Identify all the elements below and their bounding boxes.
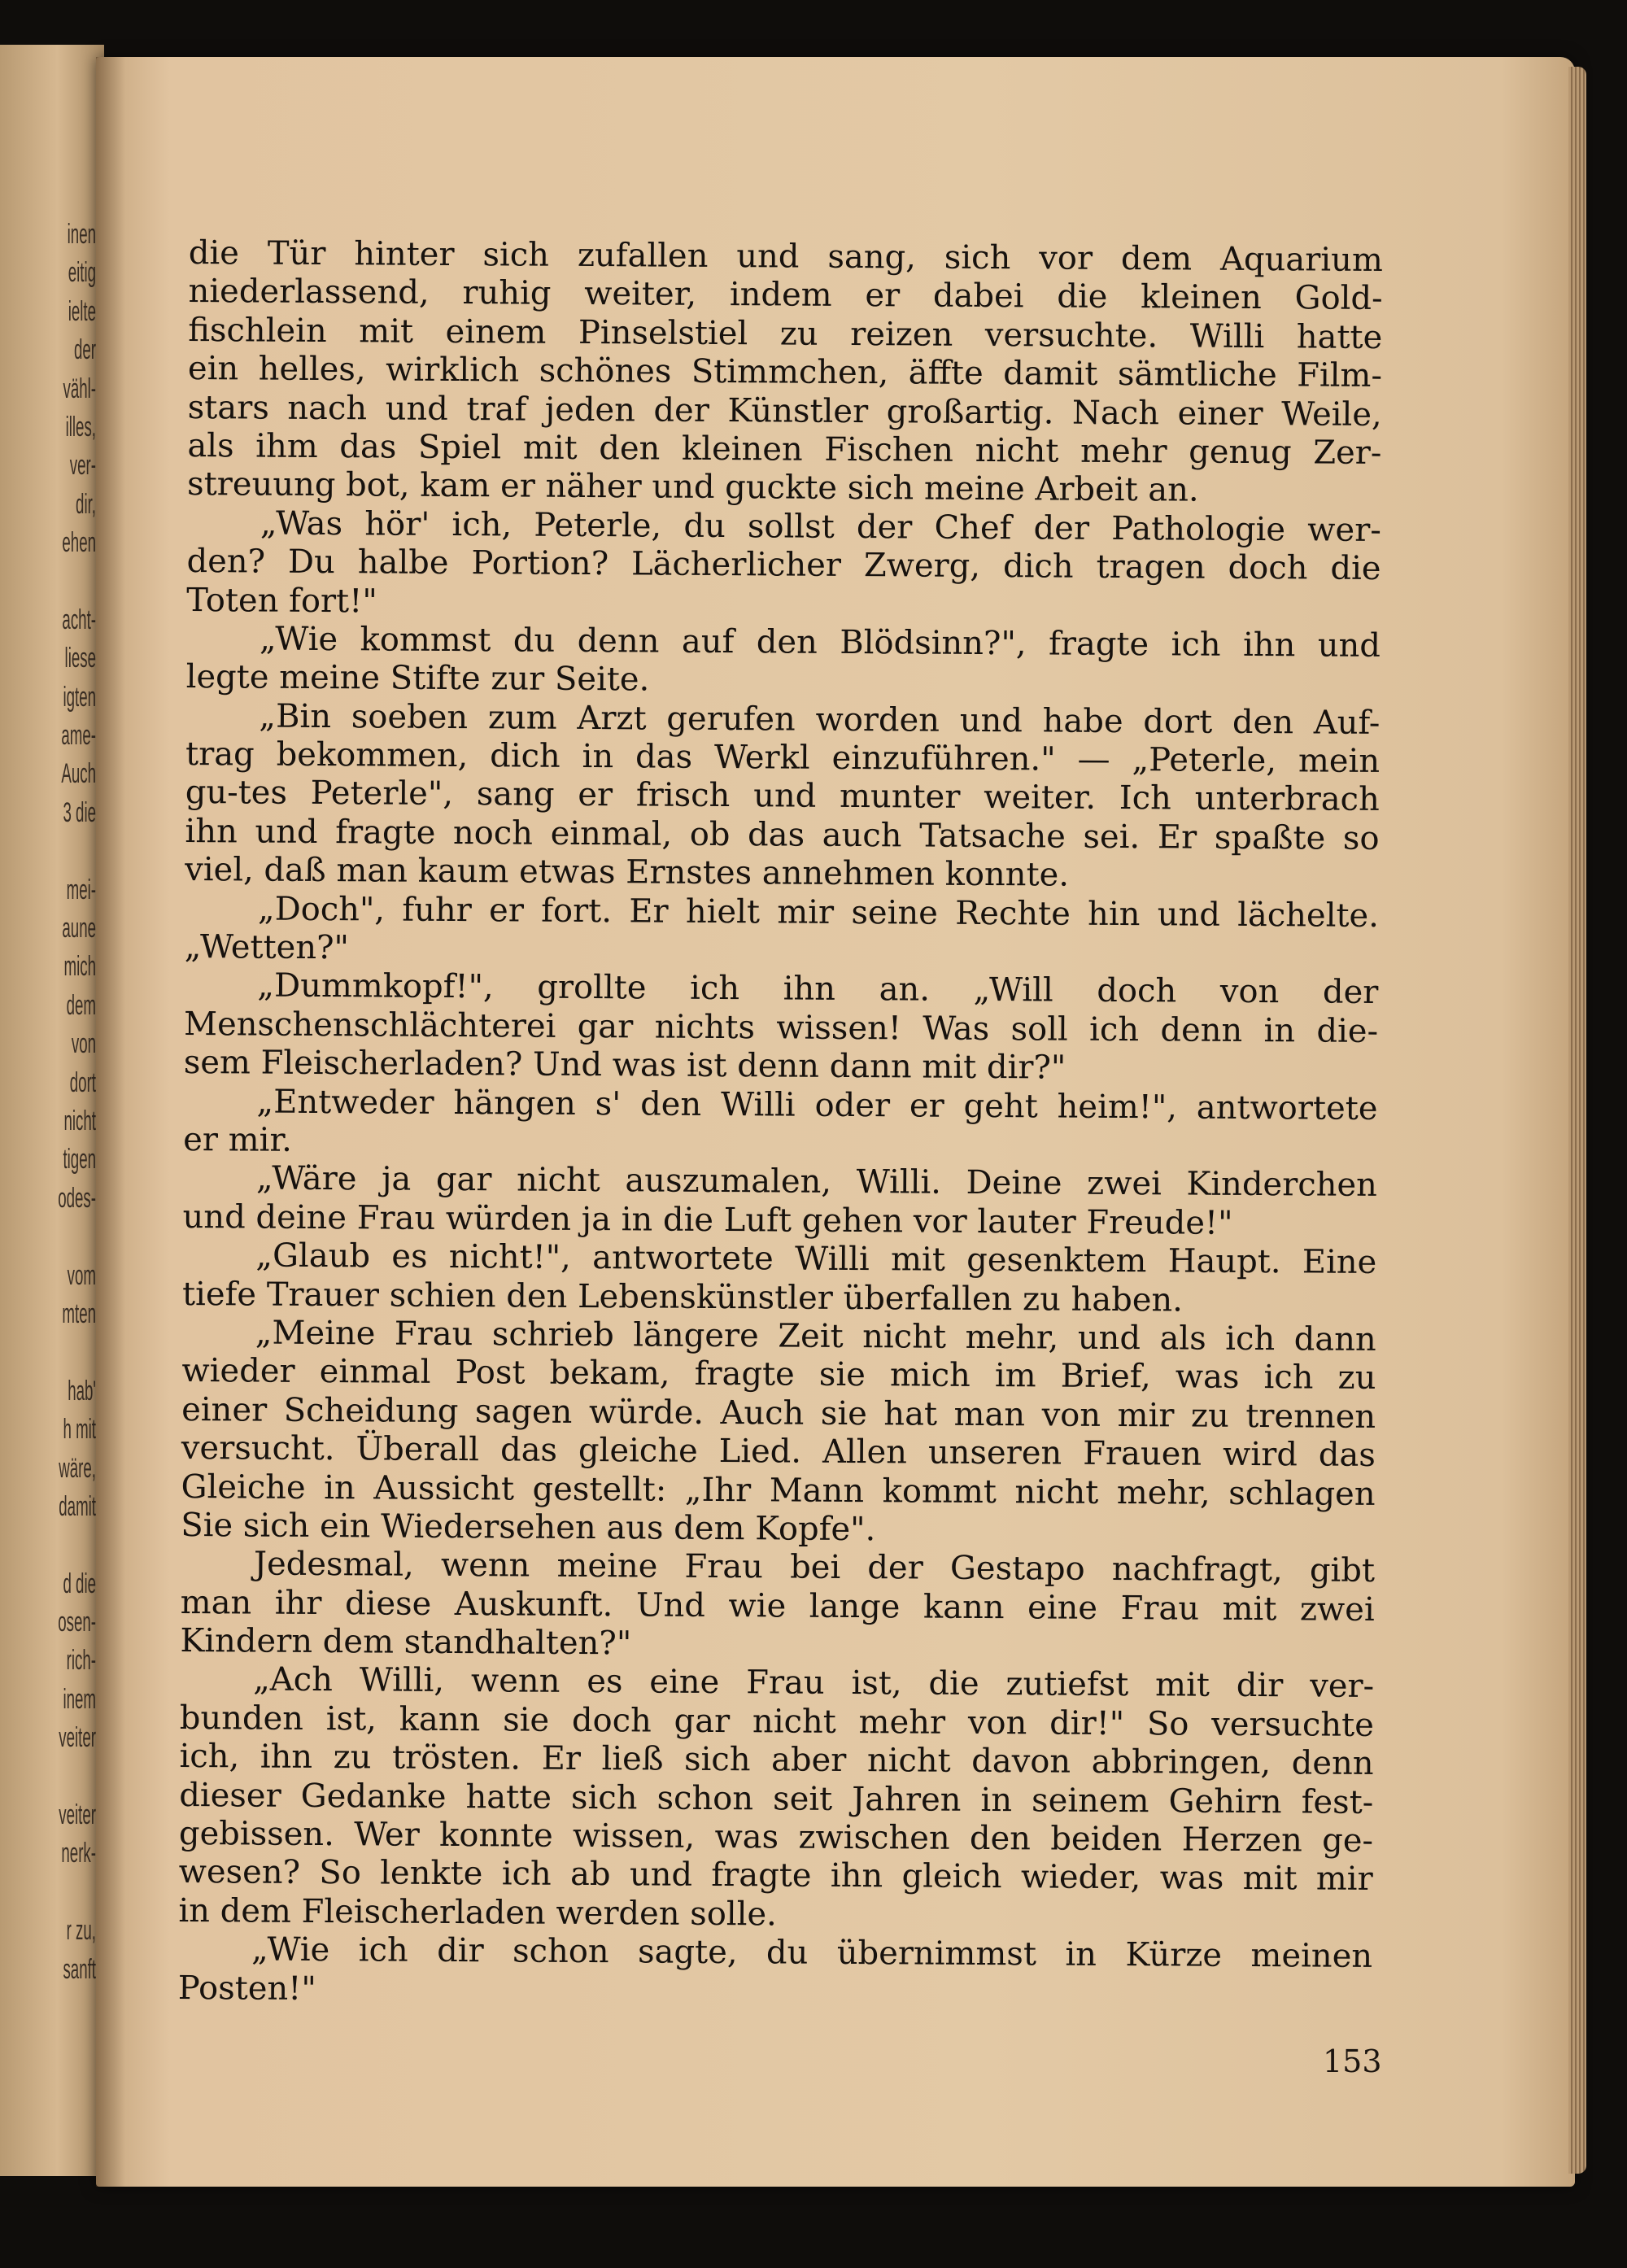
left-page-fragment: r zu, bbox=[66, 1915, 96, 1947]
text-line: gu-tes Peterle", sang er frisch und munter weiter. Ich unterbrach bbox=[185, 774, 1380, 819]
left-page-fragment: dir, bbox=[76, 488, 96, 520]
text-line: „Wäre ja gar nicht auszumalen, Willi. Deine zwei Kinderchen bbox=[255, 1159, 1378, 1205]
text-line: „Entweder hängen s' den Willi oder er geht heim!", antwortete bbox=[256, 1083, 1378, 1127]
text-line: er mir. bbox=[183, 1120, 293, 1159]
left-page-fragment bbox=[43, 1758, 96, 1796]
left-page-fragment: liese bbox=[64, 643, 96, 674]
left-page-fragment: ame- bbox=[61, 720, 96, 752]
left-page-fragment: h mit bbox=[63, 1414, 96, 1446]
text-line: einer Scheidung sagen würde. Auch sie hat man von mir zu trennen bbox=[181, 1390, 1376, 1436]
text-line: in dem Fleischerladen werden solle. bbox=[178, 1891, 777, 1934]
text-line: Sie sich ein Wiedersehen aus dem Kopfe". bbox=[181, 1506, 876, 1549]
left-page-fragment: aune bbox=[62, 913, 96, 944]
text-line: und deine Frau würden ja in die Luft gehen vor lauter Freude!" bbox=[182, 1197, 1233, 1242]
text-line: niederlassend, ruhig weiter, indem er dabei die kleinen Gold- bbox=[188, 273, 1383, 318]
left-page-fragment: nerk- bbox=[61, 1838, 96, 1869]
left-page-fragment: ehen bbox=[62, 527, 96, 559]
left-page-fragment: damit bbox=[59, 1490, 96, 1522]
text-line: ihn und fragte noch einmal, ob das auch Tatsache sei. Er spaßte so bbox=[185, 812, 1380, 857]
text-line: wesen? So lenkte ich ab und fragte ihn gleich wieder, was mit mir bbox=[178, 1853, 1373, 1899]
text-line: „Was hör' ich, Peterle, du sollst der Chef der Pathologie wer- bbox=[260, 504, 1381, 549]
left-page-fragment: der bbox=[73, 334, 96, 366]
text-line: „Bin soeben zum Arzt gerufen worden und habe dort den Auf- bbox=[259, 697, 1381, 742]
left-page-fragment bbox=[43, 563, 96, 601]
left-page-fragment: wäre, bbox=[59, 1452, 96, 1484]
left-page-fragment: odes- bbox=[58, 1182, 96, 1214]
text-line: „Doch", fuhr er fort. Er hielt mir seine Rechte hin und lächelte. bbox=[257, 890, 1380, 935]
gutter-shadow bbox=[96, 57, 125, 2187]
left-page-fragment: vähl- bbox=[63, 373, 96, 404]
left-page-fragment: mten bbox=[62, 1298, 96, 1329]
left-page-fragment: dort bbox=[69, 1066, 96, 1098]
left-page-fragment: veiter bbox=[59, 1722, 96, 1754]
body-text bbox=[178, 234, 1383, 2015]
left-page-fragment bbox=[43, 1873, 96, 1912]
text-line: „Ach Willi, wenn es eine Frau ist, die zutiefst mit dir ver- bbox=[253, 1660, 1375, 1706]
left-page-fragment: inem bbox=[63, 1683, 96, 1715]
text-line: ich, ihn zu trösten. Er ließ sich aber nicht davon abbringen, denn bbox=[179, 1738, 1374, 1783]
left-page-fragment: inen bbox=[67, 219, 96, 250]
left-page-fragment: acht- bbox=[62, 604, 96, 635]
text-line: gebissen. Wer konnte wissen, was zwischen den beiden Herzen ge- bbox=[178, 1814, 1374, 1860]
text-line: „Glaub es nicht!", antwortete Willi mit gesenktem Haupt. Eine bbox=[255, 1236, 1377, 1282]
text-line: fischlein mit einem Pinselstiel zu reizen versuchte. Willi hatte bbox=[188, 311, 1383, 356]
left-page-fragment: mei- bbox=[66, 874, 96, 905]
left-page-fragment bbox=[43, 1333, 96, 1372]
left-page-fragment: d die bbox=[63, 1568, 96, 1599]
text-line: trag bekommen, dich in das Werkl einzuführen." — „Peterle, mein bbox=[185, 735, 1381, 781]
text-line: Gleiche in Aussicht gestellt: „Ihr Mann kommt nicht mehr, schlagen bbox=[181, 1468, 1376, 1513]
left-page-fragment: dem bbox=[66, 989, 96, 1021]
text-line: streuung bot, kam er näher und guckte sich meine Arbeit an. bbox=[186, 465, 1199, 509]
left-page-fragment: tigen bbox=[63, 1144, 96, 1175]
text-line: dieser Gedanke hatte sich schon seit Jahren in seinem Gehirn fest- bbox=[179, 1776, 1374, 1821]
text-line: „Wie kommst du denn auf den Blödsinn?", fragte ich ihn und bbox=[259, 620, 1381, 665]
left-page-fragment: veiter bbox=[59, 1799, 96, 1831]
text-line: Menschenschlächterei gar nichts wissen! Was soll ich denn in die- bbox=[183, 1005, 1379, 1050]
text-line: versucht. Überall das gleiche Lied. Allen unseren Frauen wird das bbox=[181, 1429, 1376, 1475]
left-page bbox=[0, 45, 104, 2176]
text-line: Posten!" bbox=[177, 1969, 316, 2008]
text-line: bunden ist, kann sie doch gar nicht mehr von dir!" So versuchte bbox=[179, 1699, 1374, 1744]
left-page-fragments bbox=[43, 216, 96, 1989]
text-line: viel, daß man kaum etwas Ernstes annehmen konnte. bbox=[185, 851, 1070, 894]
page-number: 153 bbox=[1323, 2043, 1382, 2079]
text-line: Jedesmal, wenn meine Frau bei der Gestapo nachfragt, gibt bbox=[253, 1545, 1376, 1590]
text-line: „Meine Frau schrieb längere Zeit nicht mehr, und als ich dann bbox=[255, 1314, 1376, 1359]
left-page-fragment: vom bbox=[67, 1259, 96, 1291]
text-line: ein helles, wirklich schönes Stimmchen, äffte damit sämtliche Film- bbox=[187, 350, 1383, 395]
left-page-fragment bbox=[43, 1526, 96, 1564]
left-page-fragment: hab' bbox=[68, 1375, 96, 1407]
left-page-fragment: eitig bbox=[68, 257, 96, 289]
text-line: stars nach und traf jeden der Künstler großartig. Nach einer Weile, bbox=[187, 388, 1382, 434]
left-page-fragment: sanft bbox=[63, 1953, 96, 1985]
text-line: sem Fleischerladen? Und was ist denn dann mit dir?" bbox=[183, 1044, 1066, 1087]
text-line: als ihm das Spiel mit den kleinen Fischen nicht mehr genug Zer- bbox=[187, 426, 1382, 472]
text-line: Toten fort!" bbox=[186, 581, 377, 620]
left-page-fragment: igten bbox=[63, 681, 96, 713]
text-line: wieder einmal Post bekam, fragte sie mich im Brief, was ich zu bbox=[181, 1352, 1376, 1398]
left-page-fragment: nicht bbox=[63, 1105, 96, 1136]
text-line: „Wetten?" bbox=[184, 928, 350, 967]
text-line: man ihr diese Auskunft. Und wie lange kann eine Frau mit zwei bbox=[180, 1583, 1375, 1629]
text-line: „Wie ich dir schon sagte, du übernimmst in Kürze meinen bbox=[251, 1930, 1373, 1976]
text-line: „Dummkopf!", grollte ich ihn an. „Will doch von der bbox=[257, 966, 1379, 1012]
page-edges bbox=[1568, 67, 1586, 2174]
left-page-fragment: von bbox=[71, 1028, 96, 1060]
left-page-fragment bbox=[43, 1218, 96, 1256]
text-line: Kindern dem standhalten?" bbox=[180, 1622, 632, 1663]
left-page-fragment: illes, bbox=[65, 411, 96, 443]
left-page-fragment bbox=[43, 832, 96, 870]
text-line: tiefe Trauer schien den Lebenskünstler überfallen zu haben. bbox=[181, 1275, 1184, 1319]
left-page-fragment: Auch bbox=[61, 758, 96, 790]
left-page-fragment: osen- bbox=[58, 1607, 96, 1638]
text-line: den? Du halbe Portion? Lächerlicher Zwerg, dich tragen doch die bbox=[186, 543, 1381, 588]
left-page-fragment: 3 die bbox=[63, 796, 96, 828]
left-page-fragment: ver- bbox=[69, 450, 96, 482]
left-page-fragment: ielte bbox=[68, 295, 96, 327]
left-page-fragment: mich bbox=[63, 951, 96, 983]
left-page-fragment: rich- bbox=[66, 1645, 96, 1677]
text-line: die Tür hinter sich zufallen und sang, sich vor dem Aquarium bbox=[188, 234, 1383, 279]
text-line: legte meine Stifte zur Seite. bbox=[185, 658, 650, 699]
